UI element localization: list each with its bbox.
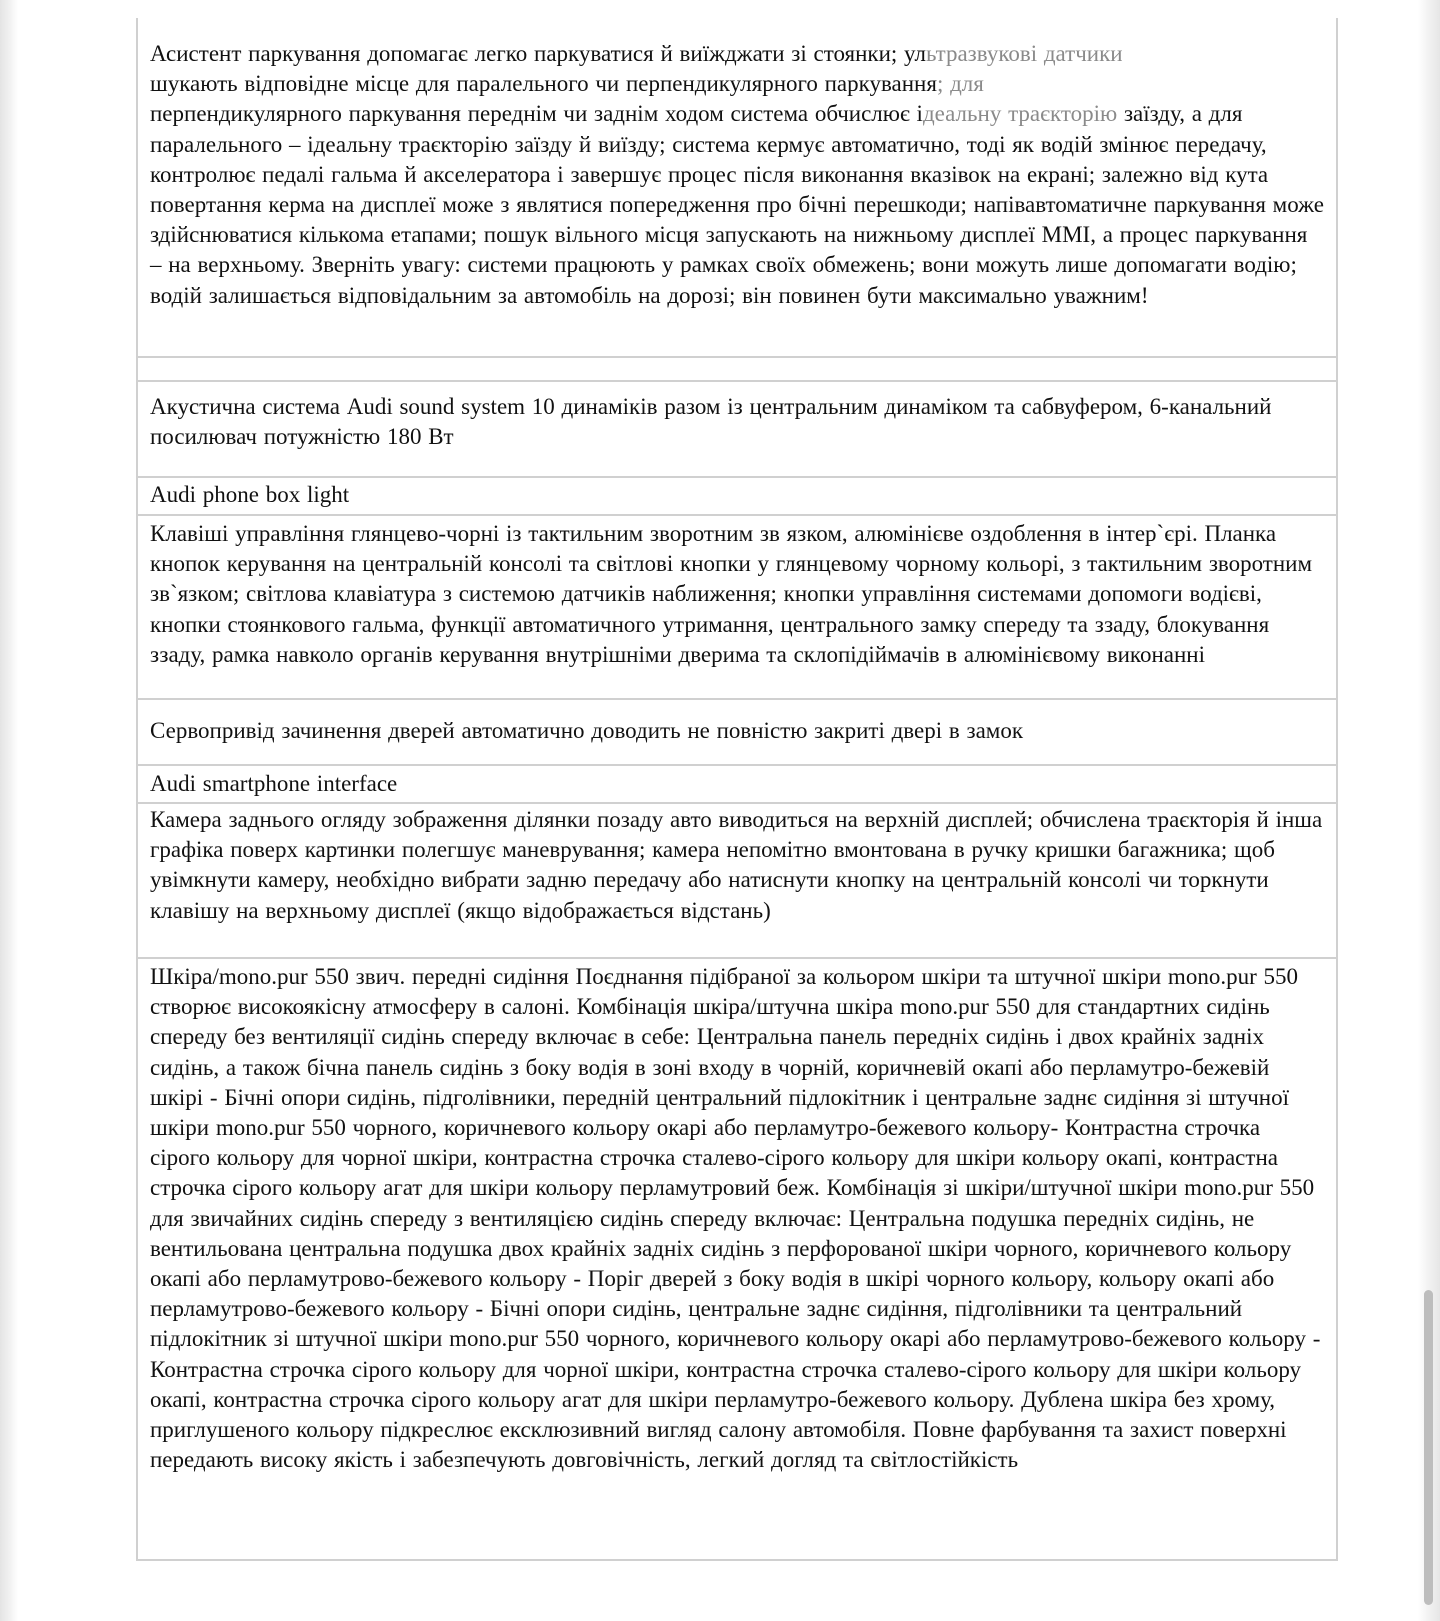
table-row-leather-seats: [138, 957, 1336, 1559]
parking-text-line3: перпендикулярного паркування переднім чи заднім ходом система обчислює і: [150, 101, 923, 127]
leather-seats-text: Шкіра/mono.pur 550 звич. передні сидіння Поєднання підібраної за кольором шкіри та штучної шкіри mono.pur 550 створює високоякісну атмосферу в салоні. Комбінація шкіра/штучна шкіра mono.pur 550 для стандартних сидінь спереду без вентиляції сидінь спереду включає в себе: Центральна панель передніх сидінь і двох крайніх задніх сидінь, а також бічна панель сидінь з боку водія в зоні входу в чорній, коричневій окапі або перламутро-бежевій шкірі - Бічні опори сидінь, підголівники, передній центральний підлокітник і центральне заднє сидіння зі штучної шкіри mono.pur 550 чорного, коричневого кольору окарі або перламутро-бежевого кольору- Контрастна строчка сірого кольору для чорної шкіри, контрастна строчка сталево-сірого кольору для шкіри кольору окапі, контрастна строчка сірого кольору агат для шкіри кольору перламутровий беж. Комбінація зі шкіри/штучної шкіри mono.pur 550 для звичайних сидінь спереду з вентиляцією сидінь спереду включає: Центральна подушка передніх сидінь, не вентильована центральна подушка двох крайніх задніх сидінь з перфорованої шкіри чорного, коричневого кольору окапі або перламутрово-бежевого кольору - Поріг дверей з боку водія в шкірі чорного кольору, кольору окапі або перламутрово-бежевого кольору - Бічні опори сидінь, центральне заднє сидіння, підголівники та центральний підлокітник зі штучної шкіри mono.pur 550 чорного, коричневого кольору окарі або перламутрово-бежевого кольору - Контрастна строчка сірого кольору для чорної шкіри, контрастна строчка сталево-сірого кольору для шкіри кольору окапі, контрастна строчка сірого кольору агат для шкіри перламутро-бежевого кольору. Дублена шкіра без хрому, приглушеного кольору підкреслює ексклюзивний вигляд салону автомобіля. Повне фарбування та захист поверхні передають високу якість і забезпечують довговічність, легкий догляд та світлостійкість: [150, 964, 1321, 1473]
parking-text-faded-2: ; для: [936, 71, 984, 97]
table-row-parking-assist: [138, 18, 1336, 356]
sound-system-text: Акустична система Audi sound system 10 динаміків разом із центральним динаміком та сабвуфером, 6-канальний посилювач потужністю 180 Вт: [150, 394, 1272, 450]
parking-text-faded-3: деальну траєкторію: [922, 101, 1118, 127]
parking-text-line1: Асистент паркування допомагає легко паркуватися й виїжджати зі стоянки; ул: [150, 41, 927, 66]
scrollbar-thumb[interactable]: [1424, 1290, 1433, 1605]
table-row-rear-camera: [138, 802, 1336, 957]
door-servo-text: Сервопривід зачинення дверей автоматично доводить не повністю закриті двері в замок: [150, 718, 1024, 743]
control-keys-text: Клавіші управління глянцево-чорні із тактильним зворотним зв язком, алюмінієве оздоблення в інтер`єрі. Планка кнопок керування на центральній консолі та світлові кнопки у глянцевому чорному кольорі, з тактильним зворотним зв`язком; світлова клавіатура з системою датчиків наближення; кнопки управління системами допомоги водієві, кнопки стоянкового гальма, функції автоматичного утримання, центрального замку спереду та ззаду, блокування ззаду, рамка навколо органів керування внутрішніми дверима та склопідіймачів в алюмінієвому виконанні: [150, 521, 1313, 667]
parking-text-line2: шукають відповідне місце для паралельного чи перпендикулярного паркування: [150, 71, 937, 97]
table-row-phone-box: [138, 476, 1336, 514]
spec-table: [136, 18, 1338, 1561]
table-row-door-servo: [138, 698, 1336, 764]
smartphone-interface-text: Audi smartphone interface: [150, 771, 398, 796]
phone-box-text: Audi phone box light: [150, 482, 350, 507]
table-row-sound-system: [138, 380, 1336, 476]
table-row-empty: [138, 356, 1336, 380]
rear-camera-text: Камера заднього огляду зображення ділянки позаду авто виводиться на верхній дисплей; обчислена траєкторія й інша графіка поверх картинки полегшує маневрування; камера непомітно вмонтована в ручку кришки багажника; щоб увімкнути камеру, необхідно вибрати задню передачу або натиснути кнопку на центральній консолі чи торкнути клавішу на верхньому дисплеї (якщо відображається відстань): [150, 807, 1323, 923]
table-row-smartphone-interface: [138, 764, 1336, 802]
table-row-control-keys: [138, 514, 1336, 698]
page-shadow-left: [0, 0, 18, 1621]
parking-text-rest: заїзду, а для паралельного – ідеальну траєкторію заїзду й виїзду; система кермує автоматично, тоді як водій змінює передачу, контролює педалі гальма й акселератора і завершує процес після виконання вказівок на екрані; залежно від кута повертання керма на дисплеї може з являтися попередження про бічні перешкоди; напівавтоматичне паркування може здійснюватися кількома етапами; пошук вільного місця запускають на нижньому дисплеї MMI, а процес паркування – на верхньому. Зверніть увагу: системи працюють у рамках своїх обмежень; вони можуть лише допомагати водію; водій залишається відповідальним за автомобіль на дорозі; він повинен бути максимально уважним!: [150, 101, 1324, 308]
parking-text-faded-1: ьтразвукові датчики: [926, 41, 1123, 66]
